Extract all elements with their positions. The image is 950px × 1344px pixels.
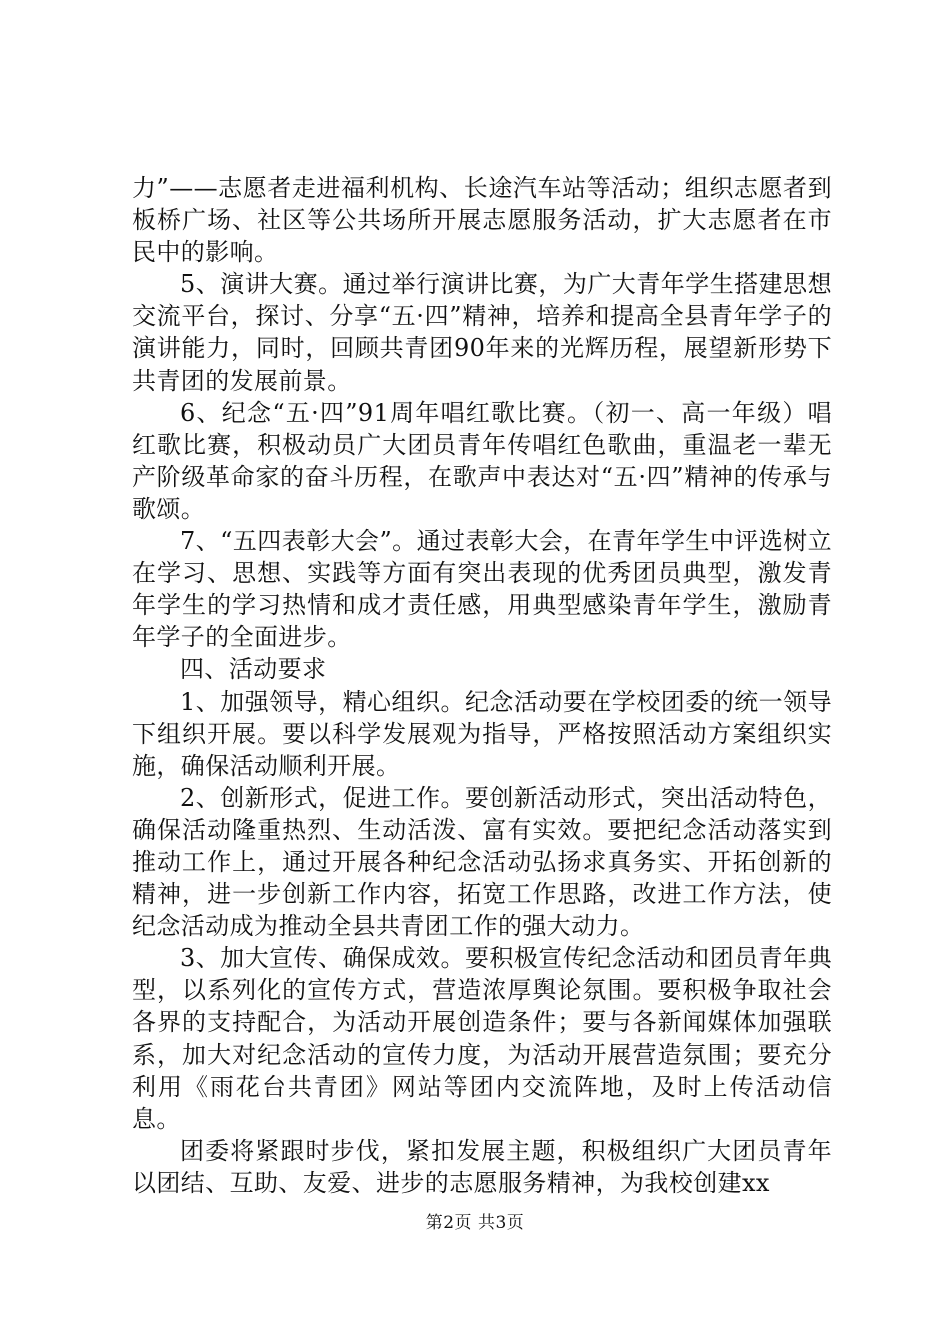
paragraph-item-5-speech-contest: 5、演讲大赛。通过举行演讲比赛，为广大青年学生搭建思想交流平台，探讨、分享“五·四”精神，培养和提高全县青年学子的演讲能力，同时，回顾共青团90年来的光辉历程，展望新形势下共青团的发展前景。 (132, 270, 832, 395)
page-number-footer: 第2页 共3页 (425, 1213, 525, 1233)
paragraph-item-6-red-song-contest: 6、纪念“五·四”91周年唱红歌比赛。（初一、高一年级）唱红歌比赛，积极动员广大团员青年传唱红色歌曲，重温老一辈无产阶级革命家的奋斗历程，在歌声中表达对“五·四”精神的传承与歌颂。 (132, 398, 832, 523)
paragraph-requirement-2: 2、创新形式，促进工作。要创新活动形式，突出活动特色，确保活动隆重热烈、生动活泼、富有实效。要把纪念活动落实到推动工作上，通过开展各种纪念活动弘扬求真务实、开拓创新的精神，进一步创新工作内容，拓宽工作思路，改进工作方法，使纪念活动成为推动全县共青团工作的强大动力。 (132, 783, 832, 941)
paragraph-item-7-commendation: 7、“五四表彰大会”。通过表彰大会，在青年学生中评选树立在学习、思想、实践等方面有突出表现的优秀团员典型，激发青年学生的学习热情和成才责任感，用典型感染青年学生，激励青年学子的全面进步。 (132, 527, 832, 652)
paragraph-continuation: 力”——志愿者走进福利机构、长途汽车站等活动；组织志愿者到板桥广场、社区等公共场所开展志愿服务活动，扩大志愿者在市民中的影响。 (132, 174, 832, 267)
document-body (132, 172, 832, 1199)
section-heading-requirements: 四、活动要求 (180, 655, 327, 684)
paragraph-requirement-1: 1、加强领导，精心组织。纪念活动要在学校团委的统一领导下组织开展。要以科学发展观为指导，严格按照活动方案组织实施，确保活动顺利开展。 (132, 687, 832, 780)
paragraph-requirement-3: 3、加大宣传、确保成效。要积极宣传纪念活动和团员青年典型，以系列化的宣传方式，营造浓厚舆论氛围。要积极争取社会各界的支持配合，为活动开展创造条件；要与各新闻媒体加强联系，加大对纪念活动的宣传力度，为活动开展营造氛围；要充分利用《雨花台共青团》网站等团内交流阵地，及时上传活动信息。 (132, 944, 832, 1133)
paragraph-closing: 团委将紧跟时步伐，紧扣发展主题，积极组织广大团员青年以团结、互助、友爱、进步的志愿服务精神，为我校创建xx (132, 1136, 832, 1197)
